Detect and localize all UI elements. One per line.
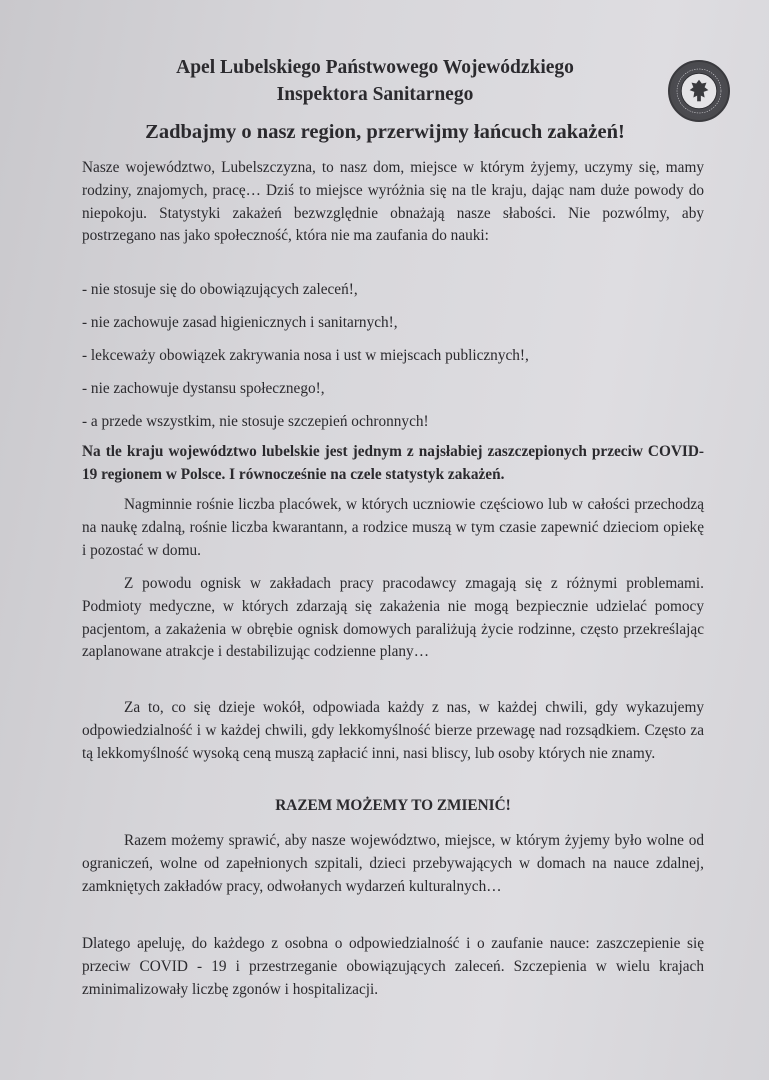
document-title [80,54,670,108]
behavior-list [82,273,704,438]
title-line-2: Inspektora Sanitarnego [276,84,474,105]
intro-paragraph: Nasze województwo, Lubelszczyzna, to nasz dom, miejsce w którym żyjemy, uczymy się, mamy rodziny, znajomych, pracę… Dziś to miejsce wyróżnia się na tle kraju, dając nam duże powody do niepokoju. Statystyki zakażeń bezwzględnie obnażają nasze słabości. Nie pozwólmy, aby postrzegano nas jako społeczność, która nie ma zaufania do nauki: [82,159,704,245]
list-item: - nie stosuje się do obowiązujących zaleceń!, [82,281,358,298]
list-item: - lekceważy obowiązek zakrywania nosa i ust w miejscach publicznych!, [82,347,529,364]
list-item: - nie zachowuje zasad higienicznych i sanitarnych!, [82,314,398,331]
paragraph-responsibility: Za to, co się dzieje wokół, odpowiada każdy z nas, w każdej chwili, gdy wykazujemy odpowiedzialność i w każdej chwili, gdy lekkomyślność bierze przewagę nad rozsądkiem. Często za tą lekkomyślność wysoką ceną muszą zapłacić inni, nasi bliscy, lub osoby których nie znamy. [82,699,704,762]
list-item: - nie zachowuje dystansu społecznego!, [82,380,325,397]
slogan-heading: Zadbajmy o nasz region, przerwijmy łańcuch zakażeń! [145,121,625,143]
bold-statement: Na tle kraju województwo lubelskie jest jednym z najsłabiej zaszczepionych przeciw COVID-19 regionem w Polsce. I równocześnie na czele statystyk zakażeń. [82,443,704,483]
list-item: - a przede wszystkim, nie stosuje szczepień ochronnych! [82,413,429,430]
paragraph-appeal: Dlatego apeluję, do każdego z osobna o odpowiedzialność i o zaufanie nauce: zaszczepienie się przeciw COVID - 19 i przestrzeganie obowiązujących zaleceń. Szczepienia w wielu krajach zminimalizowały liczbę zgonów i hospitalizacji. [82,935,704,998]
title-line-1: Apel Lubelskiego Państwowego Wojewódzkiego [176,57,574,78]
paragraph-workplaces: Z powodu ognisk w zakładach pracy pracodawcy zmagają się z różnymi problemami. Podmioty medyczne, w których zdarzają się zakażenia nie mogą bezpiecznie udzielać pomocy pacjentom, a zakażenia w obrębie ognisk domowych paraliżują życie rodzinne, często przekreślając zaplanowane atrakcje i destabilizując codzienne plany… [82,575,704,661]
paragraph-remote-learning: Nagminnie rośnie liczba placówek, w których uczniowie częściowo lub w całości przechodzą na naukę zdalną, rośnie liczba kwarantann, a rodzice muszą w tym czasie zapewnić dzieciom opiekę i pozostać w domu. [82,496,704,559]
section-heading: RAZEM MOŻEMY TO ZMIENIĆ! [275,797,511,814]
paragraph-together: Razem możemy sprawić, aby nasze województwo, miejsce, w którym żyjemy było wolne od ograniczeń, wolne od zapełnionych szpitali, dzieci przebywających w domach na nauce zdalnej, zamkniętych zakładów pracy, odwołanych wydarzeń kulturalnych… [82,832,704,895]
sanitary-inspection-seal-icon [668,60,730,122]
